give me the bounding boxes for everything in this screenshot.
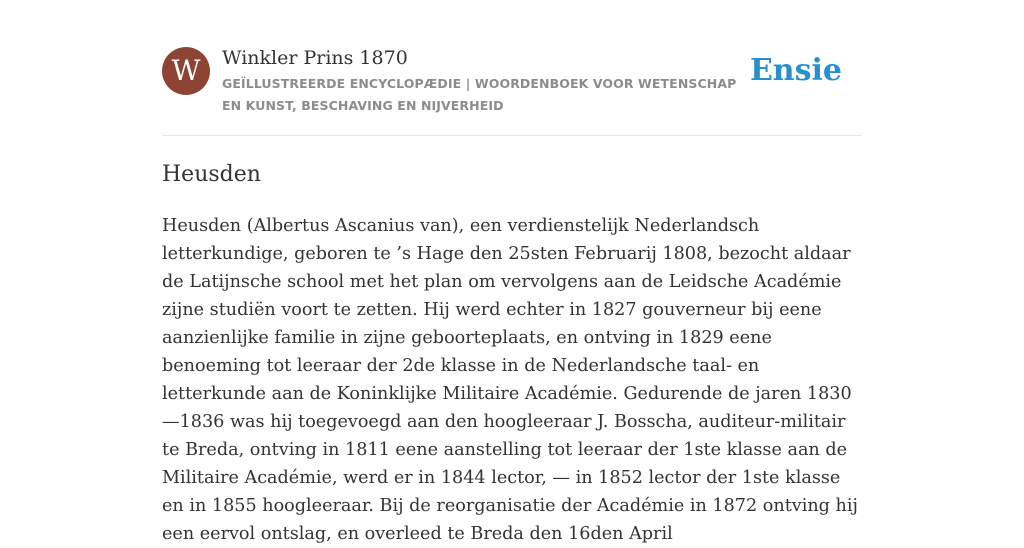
site-subtitle: GEÏLLUSTREERDE ENCYCLOPÆDIE | WOORDENBOEK VOOR WETENSCHAP EN KUNST, BESCHAVING EN NIJVERHEID (222, 76, 737, 113)
header-divider (162, 135, 862, 136)
brand-logo[interactable]: Ensie (749, 53, 842, 88)
article-title: Heusden (162, 162, 261, 187)
article-body (162, 212, 862, 544)
site-header (162, 46, 862, 116)
site-title[interactable]: Winkler Prins 1870 (222, 47, 408, 69)
avatar[interactable]: W (162, 47, 210, 95)
article-paragraph: Heusden (Albertus Ascanius van), een verdienstelijk Nederlandsch letterkundige, geboren te ’s Hage den 25sten Februarij 1808, bezocht aldaar de Latijnsche school met het plan om vervolgens aan de Leidsche Académie zijne studiën voort te zetten. Hij werd echter in 1827 gouverneur bij eene aanzienlijke familie in zijne geboorteplaats, en ontving in 1829 eene benoeming tot leeraar der 2de klasse in de Nederlandsche taal- en letterkunde aan de Koninklijke Militaire Académie. Gedurende de jaren 1830—1836 was hij toegevoegd aan den hoogleeraar J. Bosscha, auditeur-militair te Breda, ontving in 1811 eene aanstelling tot leeraar der 1ste klasse aan de Militaire Académie, werd er in 1844 lector, — in 1852 lector der 1ste klasse en in 1855 hoogleeraar. Bij de reorganisatie der Académie in 1872 ontving hij een eervol ontslag, en overleed te Breda den 16den April (162, 216, 858, 544)
